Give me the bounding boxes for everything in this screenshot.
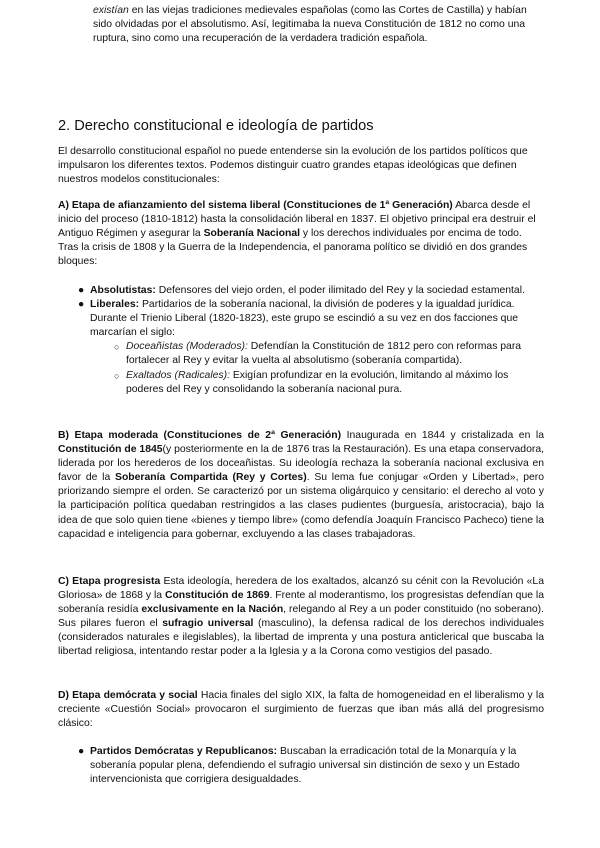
- stage-a-list: [58, 284, 544, 397]
- sub-bullet-icon: ○: [114, 342, 120, 353]
- stage-b-heading: B) Etapa moderada (Constituciones de 2ª Generación): [58, 430, 342, 441]
- stage-d-list: [58, 745, 544, 787]
- bullet-icon: ●: [78, 285, 85, 296]
- sub-list-item: ○ Doceañistas (Moderados): Defendían la Constitución de 1812 pero con reformas para fortalecer al Rey y evitar la vuelta al absolutismo (soberanía compartida).: [114, 341, 522, 367]
- stage-a-bold: Soberanía Nacional: [203, 228, 300, 240]
- section-lead: El desarrollo constitucional español no puede entenderse sin la evolución de los partidos políticos que impulsaron los diferentes textos. Podemos distinguir cuatro grandes etapas ideológicas que definen nuestros modelos constitucionales:: [58, 146, 528, 186]
- list-item: ● Absolutistas: Defensores del viejo orden, el poder ilimitado del Rey y la sociedad estamental.: [58, 284, 544, 298]
- bullet-icon: ●: [78, 299, 85, 311]
- stage-b-paragraph: B) Etapa moderada (Constituciones de 2ª Generación) Inaugurada en 1844 y cristalizada en la Constitución de 1845(y posteriormente en la de 1876 tras la Restauración). Es una etapa conservadora, liderada por los herederos de los doceañistas. Su ideología rechaza la soberanía nacional exclusiva en favor de la Soberanía Compartida (Rey y Cortes). Su lema fue conjugar «Orden y Libertad», pero priorizando siempre el orden. Se caracterizó por un sistema oligárquico y censitario: el derecho al voto y la participación política quedaban restringidos a las clases pudientes (burguesía, aristocracia), bajo la idea de que solo quien tiene «bienes y tiempo libre» (como defendía Joaquín Francisco Pacheco) tiene la capacidad e inteligencia para gobernar, excluyendo a las clases trabajadoras.: [58, 430, 544, 540]
- intro-text: en las viejas tradiciones medievales españolas (como las Cortes de Castilla) y habían sido olvidadas por el absolutismo. Así, legitimaba la nueva Constitución de 1812 no como una ruptura, sino como una recuperación de la verdadera tradición española.: [93, 5, 527, 45]
- stage-c-heading: C) Etapa progresista: [58, 576, 161, 587]
- bullet-icon: ●: [78, 746, 85, 757]
- section-title: 2. Derecho constitucional e ideología de partidos: [58, 118, 374, 134]
- list-item: ● Liberales: Partidarios de la soberanía nacional, la división de poderes y la igualdad jurídica. Durante el Trienio Liberal (1820-1823), este grupo se escindió a su vez en dos facciones que marcarían el siglo:: [78, 299, 519, 339]
- intro-italic: existían: [93, 5, 129, 16]
- sub-bullet-icon: ○: [114, 370, 120, 381]
- stage-d-heading: D) Etapa demócrata y social: [58, 690, 198, 701]
- list-item: ● Partidos Demócratas y Republicanos: Buscaban la erradicación total de la Monarquía y la soberanía popular plena, defendiendo el sufragio universal sin distinción de sexo y un Estado intervencionista que corrigiera desigualdades.: [78, 746, 520, 786]
- sub-list-item: ○ Exaltados (Radicales): Exigían profundizar en la evolución, limitando al máximo los poderes del Rey y consolidando la soberanía nacional pura.: [114, 369, 509, 395]
- stage-a-heading: A) Etapa de afianzamiento del sistema liberal (Constituciones de 1ª Generación): [58, 200, 453, 211]
- stage-a-paragraph: A) Etapa de afianzamiento del sistema liberal (Constituciones de 1ª Generación) Abarca desde el inicio del proceso (1810-1812) hasta la consolidación liberal en 1837. El objetivo principal era destruir el Antiguo Régimen y asegurar la Soberanía Nacional y los derechos individuales por encima de todo. Tras la crisis de 1808 y la Guerra de la Independencia, el panorama político se dividió en dos grandes bloques:: [58, 200, 536, 268]
- intro-paragraph: [93, 4, 543, 46]
- stage-d-paragraph: D) Etapa demócrata y social Hacia finales del siglo XIX, la falta de homogeneidad en el liberalismo y la creciente «Cuestión Social» provocaron el surgimiento de fuerzas que iban más allá del progresismo clásico:: [58, 690, 544, 730]
- stage-c-paragraph: C) Etapa progresista Esta ideología, heredera de los exaltados, alcanzó su cénit con la Revolución «La Gloriosa» de 1868 y la Constitución de 1869. Frente al moderantismo, los progresistas defendían que la soberanía residía exclusivamente en la Nación, relegando al Rey a un poder constituido (no soberano). Sus pilares fueron el sufragio universal (masculino), la defensa radical de los derechos individuales (considerados naturales e ilegislables), la libertad de imprenta y una postura anticlerical que buscaba la libertad religiosa, intentando restar poder a la Iglesia y a la Corona como vestigios del pasado.: [58, 576, 544, 658]
